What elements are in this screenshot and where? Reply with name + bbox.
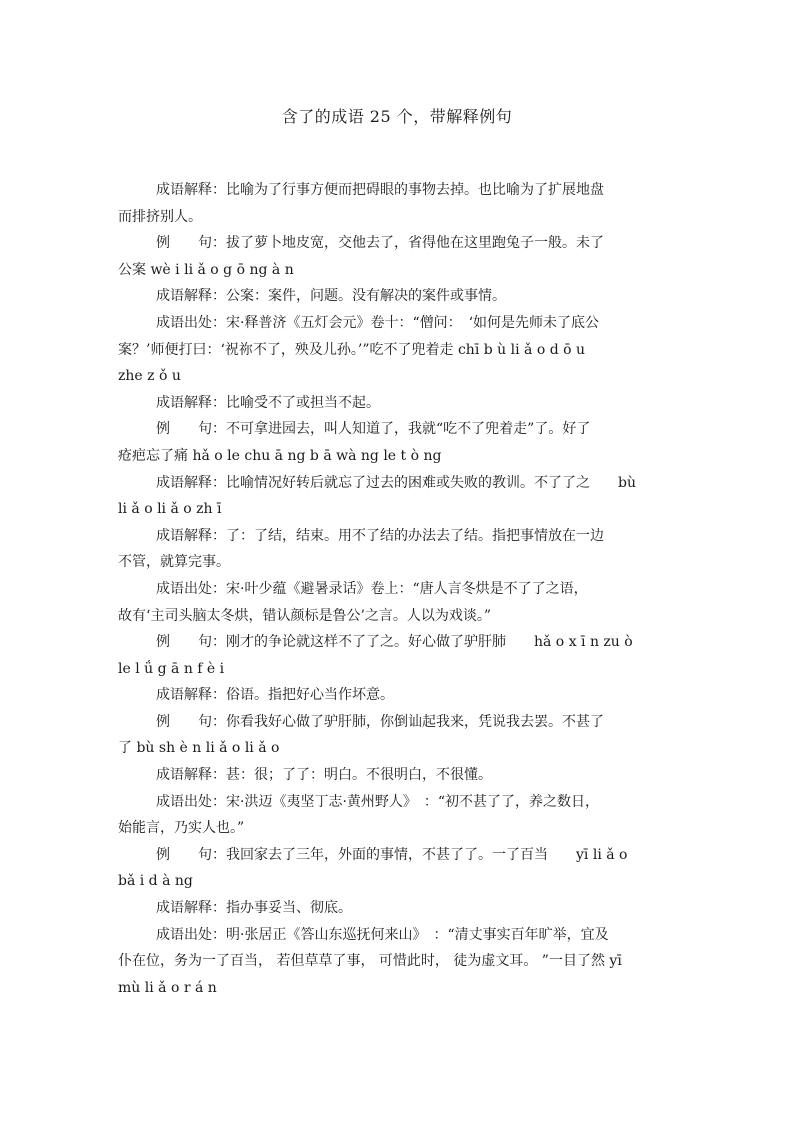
paragraph-line: 成语解释：指办事妥当、彻底。 [156, 900, 352, 917]
paragraph-line: 故有‘主司头脑太冬烘，错认颜标是鲁公’之言。人以为戏谈。” [118, 607, 492, 624]
paragraph-line: 成语解释：比喻为了行事方便而把碍眼的事物去掉。也比喻为了扩展地盘 [156, 182, 604, 198]
paragraph-line: 成语解释：甚：很；了了：明白。不很明白，不很懂。 [156, 767, 492, 784]
paragraph-line: 例 句：刚才的争论就这样不了了之。好心做了驴肝肺 hǎ o x ī n zu ò [156, 634, 633, 651]
paragraph-line: zhe z ǒ u [118, 368, 181, 385]
paragraph-line: 成语解释：比喻情况好转后就忘了过去的困难或失败的教训。不了了之 bù [156, 474, 636, 491]
paragraph-line: 仆在位，务为一了百当， 若但草草了事， 可惜此时， 徒为虚文耳。 ”一目了然 yī [118, 953, 622, 970]
paragraph-line: 成语出处：宋·叶少蕴《避暑录话》卷上：“唐人言冬烘是不了了之语， [156, 580, 588, 597]
document-body [118, 177, 708, 1001]
paragraph-line: 成语出处：宋·洪迈《夷坚丁志·黄州野人》 ：“初不甚了了，养之数日， [156, 793, 600, 810]
paragraph-line: 例 句：你看我好心做了驴肝肺，你倒讪起我来，凭说我去罢。不甚了 [156, 713, 604, 730]
paragraph-line: 成语解释：公案：案件，问题。没有解决的案件或事情。 [156, 288, 506, 305]
paragraph-line: 例 句：不可拿进园去，叫人知道了，我就“吃不了兜着走”了。好了 [156, 421, 591, 438]
paragraph-line: 成语出处：明·张居正《答山东巡抚何来山》 ：“清丈事实百年旷举，宜及 [156, 926, 609, 943]
paragraph-line: li ǎ o li ǎ o zh ī [118, 501, 222, 518]
paragraph-line: 疮疤忘了痛 hǎ o le chu ā ng b ā wà ng le t ò ng [118, 447, 442, 464]
paragraph-line: 不管，就算完事。 [118, 554, 230, 571]
paragraph-line: 成语解释：比喻受不了或担当不起。 [156, 394, 380, 411]
paragraph-line: 例 句：我回家去了三年，外面的事情，不甚了了。一了百当 yī li ǎ o [156, 846, 628, 863]
document-title: 含了的成语 25 个，带解释例句 [281, 107, 513, 126]
paragraph-line: bǎ i d à ng [118, 873, 193, 890]
paragraph-line: 成语解释：俗语。指把好心当作坏意。 [156, 687, 394, 704]
paragraph-line: 成语解释：了：了结，结束。用不了结的办法去了结。指把事情放在一边 [156, 527, 604, 544]
paragraph-line: 始能言，乃实人也。” [118, 820, 245, 837]
paragraph-line: 了 bù sh è n li ǎ o li ǎ o [118, 740, 280, 757]
paragraph-line: le l ǘ g ā n f è i [118, 660, 225, 677]
paragraph-line: mù li ǎ o r á n [118, 979, 217, 996]
paragraph-line: 例 句：拔了萝卜地皮宽，交他去了，省得他在这里跑兔子一般。未了 [156, 235, 604, 252]
paragraph-line: 公案 wè i li ǎ o g ō ng à n [118, 261, 294, 278]
paragraph-line: 成语出处：宋·释普济《五灯会元》卷十：“僧问： ‘如何是先师未了底公 [156, 314, 600, 331]
paragraph-line: 案？’师便打曰：‘祝祢不了，殃及儿孙。’”吃不了兜着走 chī b ù li ǎ o d ō u [118, 341, 586, 358]
paragraph-line: 而排挤别人。 [118, 208, 202, 225]
